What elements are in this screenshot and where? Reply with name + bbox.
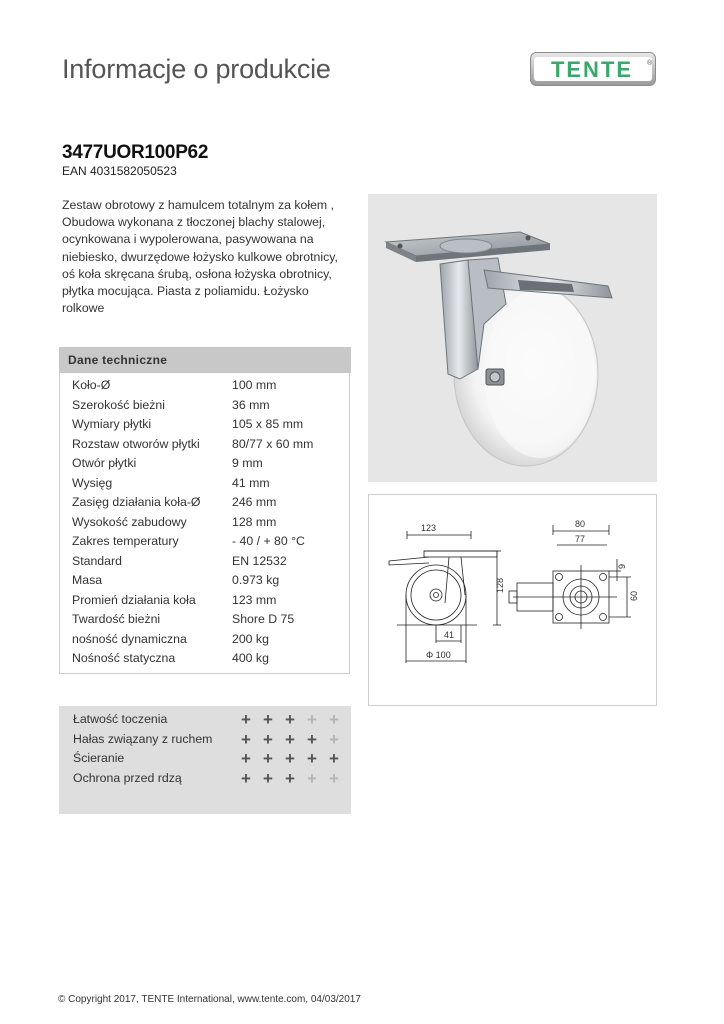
spec-value: 105 x 85 mm	[232, 417, 304, 431]
spec-row	[72, 632, 342, 652]
spec-row	[72, 456, 342, 476]
spec-row	[72, 573, 342, 593]
product-photo	[368, 194, 657, 482]
caster-illustration	[368, 194, 657, 482]
spec-row	[72, 437, 342, 457]
plus-icon-active: +	[285, 710, 295, 729]
rating-score	[241, 729, 351, 750]
spec-label: Promień działania koła	[72, 592, 196, 607]
rating-label: Hałas związany z ruchem	[73, 731, 213, 746]
plus-icon-active: +	[241, 710, 251, 729]
dim-100: Φ 100	[426, 650, 451, 660]
rating-score	[241, 751, 351, 769]
spec-value: 123 mm	[232, 592, 277, 607]
dimension-drawing	[369, 495, 656, 705]
spec-row	[72, 378, 342, 398]
spec-value: 400 kg	[232, 651, 269, 665]
spec-row	[72, 515, 342, 535]
spec-value: 36 mm	[232, 397, 270, 412]
spec-table	[72, 378, 342, 671]
plus-icon-inactive: +	[307, 768, 317, 788]
plus-icon-inactive: +	[307, 710, 317, 729]
logo-text: TENTE	[550, 57, 634, 82]
spec-row	[72, 534, 342, 554]
spec-value: 128 mm	[232, 514, 277, 529]
spec-label: Wysięg	[72, 475, 113, 490]
spec-value: 100 mm	[232, 378, 277, 392]
plus-icon-active: +	[241, 768, 251, 788]
spec-row	[72, 398, 342, 418]
rating-row	[73, 768, 343, 791]
spec-value: - 40 / + 80 °C	[232, 534, 305, 548]
spec-label: Rozstaw otworów płytki	[72, 436, 200, 451]
plus-icon-active: +	[241, 729, 251, 749]
spec-value: 246 mm	[232, 495, 277, 509]
spec-label: Standard	[72, 553, 122, 568]
technical-data-title: Dane techniczne	[68, 353, 168, 367]
spec-label: Wysokość zabudowy	[72, 514, 187, 529]
plus-icon-active: +	[285, 749, 295, 768]
plus-icon-active: +	[329, 749, 339, 768]
technical-drawing	[368, 494, 657, 706]
tente-logo	[530, 52, 656, 86]
spec-row	[72, 476, 342, 496]
plus-icon-active: +	[263, 710, 273, 729]
plus-icon-inactive: +	[329, 729, 339, 749]
plus-icon-active: +	[307, 729, 317, 749]
spec-label: Zakres temperatury	[72, 534, 179, 548]
plus-icon-active: +	[263, 768, 273, 788]
rating-row	[73, 729, 343, 752]
spec-row	[72, 651, 342, 671]
spec-label: Otwór płytki	[72, 456, 137, 470]
spec-label: Zasięg działania koła-Ø	[72, 495, 201, 509]
plus-icon-inactive: +	[329, 710, 339, 729]
plus-icon-active: +	[285, 768, 295, 788]
rating-list	[73, 712, 343, 790]
rating-label: Łatwość toczenia	[73, 712, 168, 726]
dim-80: 80	[575, 519, 586, 529]
spec-row	[72, 593, 342, 613]
spec-label: Nośność statyczna	[72, 651, 176, 665]
rating-score	[241, 712, 351, 730]
spec-row	[72, 612, 342, 632]
rating-row	[73, 712, 343, 732]
dim-41: 41	[444, 630, 455, 640]
plus-icon-active: +	[307, 749, 317, 768]
ratings-panel	[59, 706, 351, 814]
spec-label: nośność dynamiczna	[72, 631, 187, 646]
rating-label: Ochrona przed rdzą	[73, 770, 182, 785]
spec-value: 80/77 x 60 mm	[232, 436, 314, 451]
dim-77: 77	[575, 534, 586, 544]
spec-value: EN 12532	[232, 553, 287, 568]
dim-60: 60	[629, 590, 639, 601]
product-description: Zestaw obrotowy z hamulcem totalnym za kołem , Obudowa wykonana z tłoczonej blachy stalowej, ocynkowana i wypolerowana, pasywowana na niebiesko, dwurzędowe łożysko kulkowe obrotnicy, oś koła skręcana śrubą, osłona łożyska obrotnicy, płytka mocująca. Piasta z poliamidu. Łożysko rolkowe	[62, 198, 338, 316]
spec-value: 200 kg	[232, 631, 269, 646]
spec-value: 9 mm	[232, 456, 263, 470]
product-code: 3477UOR100P62	[62, 142, 209, 163]
spec-label: Szerokość bieżni	[72, 397, 165, 412]
plus-icon-active: +	[241, 749, 251, 768]
spec-value: 0.973 kg	[232, 573, 280, 587]
rating-score	[241, 768, 351, 789]
rating-row	[73, 751, 343, 771]
spec-value: Shore D 75	[232, 612, 295, 626]
page-title: Informacje o produkcie	[62, 54, 331, 84]
dim-9: 9	[617, 563, 627, 569]
copyright-footer: © Copyright 2017, TENTE International, www.tente.com, 04/03/2017	[58, 994, 361, 1005]
spec-label: Koło-Ø	[72, 378, 111, 392]
dim-123: 123	[421, 523, 437, 533]
spec-label: Masa	[72, 573, 103, 587]
plus-icon-inactive: +	[329, 768, 339, 788]
spec-value: 41 mm	[232, 475, 270, 490]
technical-data-panel	[59, 347, 350, 674]
rating-label: Ścieranie	[73, 751, 125, 765]
plus-icon-active: +	[263, 749, 273, 768]
plus-icon-active: +	[285, 729, 295, 749]
spec-row	[72, 417, 342, 437]
dim-128: 128	[495, 577, 505, 593]
technical-data-header	[59, 347, 351, 373]
plus-icon-active: +	[263, 729, 273, 749]
logo-registered-mark: ®	[647, 60, 653, 67]
spec-label: Wymiary płytki	[72, 417, 152, 431]
spec-row	[72, 495, 342, 515]
ean-code: EAN 4031582050523	[62, 164, 177, 178]
spec-row	[72, 554, 342, 574]
spec-label: Twardość bieżni	[72, 612, 161, 626]
